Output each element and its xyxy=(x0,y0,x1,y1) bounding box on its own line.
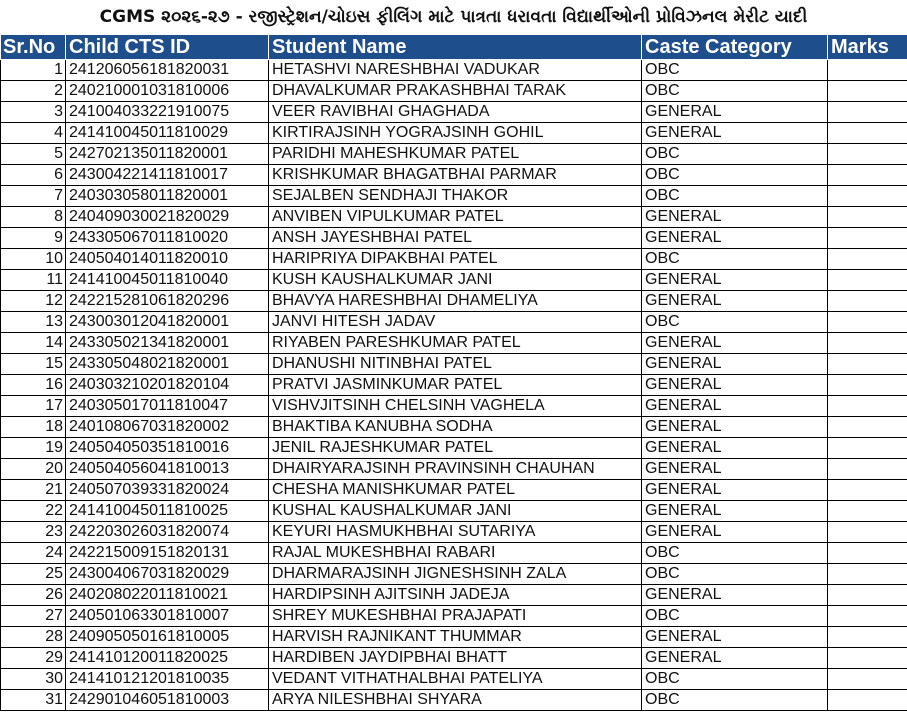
cell-caste-category: GENERAL xyxy=(642,207,828,228)
cell-caste-category: GENERAL xyxy=(642,585,828,606)
cell-sr-no: 14 xyxy=(1,333,66,354)
cell-child-cts-id: 241410045011810029 xyxy=(66,123,269,144)
cell-child-cts-id: 240305017011810047 xyxy=(66,396,269,417)
cell-marks xyxy=(828,606,907,627)
cell-child-cts-id: 240501063301810007 xyxy=(66,606,269,627)
cell-marks xyxy=(828,228,907,249)
cell-marks xyxy=(828,249,907,270)
cell-sr-no: 23 xyxy=(1,522,66,543)
cell-marks xyxy=(828,81,907,102)
cell-sr-no: 4 xyxy=(1,123,66,144)
cell-sr-no: 3 xyxy=(1,102,66,123)
cell-marks xyxy=(828,501,907,522)
table-row xyxy=(1,207,907,228)
cell-child-cts-id: 240504050351810016 xyxy=(66,438,269,459)
cell-caste-category: OBC xyxy=(642,312,828,333)
cell-caste-category: OBC xyxy=(642,669,828,690)
column-header-student-name: Student Name xyxy=(269,35,642,60)
cell-child-cts-id: 242203026031820074 xyxy=(66,522,269,543)
cell-child-cts-id: 243305067011810020 xyxy=(66,228,269,249)
cell-child-cts-id: 241410045011810040 xyxy=(66,270,269,291)
cell-marks xyxy=(828,480,907,501)
cell-sr-no: 13 xyxy=(1,312,66,333)
cell-student-name: DHANUSHI NITINBHAI PATEL xyxy=(269,354,642,375)
cell-student-name: DHAIRYARAJSINH PRAVINSINH CHAUHAN xyxy=(269,459,642,480)
cell-sr-no: 9 xyxy=(1,228,66,249)
table-row xyxy=(1,186,907,207)
cell-marks xyxy=(828,375,907,396)
cell-caste-category: GENERAL xyxy=(642,501,828,522)
cell-child-cts-id: 241206056181820031 xyxy=(66,60,269,81)
cell-marks xyxy=(828,522,907,543)
cell-student-name: RIYABEN PARESHKUMAR PATEL xyxy=(269,333,642,354)
cell-student-name: HARVISH RAJNIKANT THUMMAR xyxy=(269,627,642,648)
cell-marks xyxy=(828,627,907,648)
cell-child-cts-id: 240303058011820001 xyxy=(66,186,269,207)
cell-child-cts-id: 243305048021820001 xyxy=(66,354,269,375)
cell-student-name: CHESHA MANISHKUMAR PATEL xyxy=(269,480,642,501)
cell-sr-no: 15 xyxy=(1,354,66,375)
cell-marks xyxy=(828,207,907,228)
cell-marks xyxy=(828,585,907,606)
cell-child-cts-id: 240303210201820104 xyxy=(66,375,269,396)
cell-marks xyxy=(828,312,907,333)
cell-student-name: VEDANT VITHATHALBHAI PATELIYA xyxy=(269,669,642,690)
cell-sr-no: 22 xyxy=(1,501,66,522)
column-header-marks: Marks xyxy=(828,35,907,60)
cell-child-cts-id: 240905050161810005 xyxy=(66,627,269,648)
cell-caste-category: GENERAL xyxy=(642,270,828,291)
cell-caste-category: GENERAL xyxy=(642,438,828,459)
cell-marks xyxy=(828,564,907,585)
cell-sr-no: 25 xyxy=(1,564,66,585)
cell-marks xyxy=(828,144,907,165)
table-row xyxy=(1,165,907,186)
cell-caste-category: GENERAL xyxy=(642,396,828,417)
cell-child-cts-id: 243003012041820001 xyxy=(66,312,269,333)
cell-child-cts-id: 241410120011820025 xyxy=(66,648,269,669)
cell-child-cts-id: 241410121201810035 xyxy=(66,669,269,690)
cell-child-cts-id: 243004067031820029 xyxy=(66,564,269,585)
cell-student-name: KRISHKUMAR BHAGATBHAI PARMAR xyxy=(269,165,642,186)
cell-sr-no: 28 xyxy=(1,627,66,648)
cell-child-cts-id: 242702135011820001 xyxy=(66,144,269,165)
cell-sr-no: 18 xyxy=(1,417,66,438)
cell-student-name: SEJALBEN SENDHAJI THAKOR xyxy=(269,186,642,207)
cell-marks xyxy=(828,165,907,186)
table-row xyxy=(1,564,907,585)
table-row xyxy=(1,333,907,354)
table-row xyxy=(1,501,907,522)
cell-child-cts-id: 241004033221910075 xyxy=(66,102,269,123)
cell-student-name: DHARMARAJSINH JIGNESHSINH ZALA xyxy=(269,564,642,585)
cell-caste-category: GENERAL xyxy=(642,291,828,312)
cell-marks xyxy=(828,417,907,438)
cell-marks xyxy=(828,690,907,711)
cell-student-name: DHAVALKUMAR PRAKASHBHAI TARAK xyxy=(269,81,642,102)
table-row xyxy=(1,144,907,165)
cell-student-name: VISHVJITSINH CHELSINH VAGHELA xyxy=(269,396,642,417)
cell-sr-no: 31 xyxy=(1,690,66,711)
table-row xyxy=(1,606,907,627)
cell-child-cts-id: 243004221411810017 xyxy=(66,165,269,186)
cell-child-cts-id: 240108067031820002 xyxy=(66,417,269,438)
cell-sr-no: 21 xyxy=(1,480,66,501)
table-row xyxy=(1,60,907,81)
table-row xyxy=(1,375,907,396)
cell-student-name: PRATVI JASMINKUMAR PATEL xyxy=(269,375,642,396)
table-row xyxy=(1,228,907,249)
table-row xyxy=(1,438,907,459)
cell-marks xyxy=(828,333,907,354)
table-row xyxy=(1,396,907,417)
cell-caste-category: GENERAL xyxy=(642,333,828,354)
cell-student-name: BHAKTIBA KANUBHA SODHA xyxy=(269,417,642,438)
cell-child-cts-id: 240504014011820010 xyxy=(66,249,269,270)
cell-sr-no: 7 xyxy=(1,186,66,207)
cell-child-cts-id: 242215281061820296 xyxy=(66,291,269,312)
cell-sr-no: 12 xyxy=(1,291,66,312)
cell-caste-category: GENERAL xyxy=(642,102,828,123)
table-row xyxy=(1,480,907,501)
cell-sr-no: 16 xyxy=(1,375,66,396)
cell-sr-no: 20 xyxy=(1,459,66,480)
table-row xyxy=(1,291,907,312)
cell-sr-no: 1 xyxy=(1,60,66,81)
cell-marks xyxy=(828,438,907,459)
column-header-caste-category: Caste Category xyxy=(642,35,828,60)
cell-child-cts-id: 240210001031810006 xyxy=(66,81,269,102)
table-row xyxy=(1,123,907,144)
cell-sr-no: 2 xyxy=(1,81,66,102)
cell-caste-category: GENERAL xyxy=(642,417,828,438)
cell-caste-category: GENERAL xyxy=(642,354,828,375)
cell-sr-no: 27 xyxy=(1,606,66,627)
cell-caste-category: OBC xyxy=(642,186,828,207)
cell-caste-category: OBC xyxy=(642,606,828,627)
cell-marks xyxy=(828,543,907,564)
table-row xyxy=(1,81,907,102)
table-row xyxy=(1,522,907,543)
cell-marks xyxy=(828,60,907,81)
cell-caste-category: OBC xyxy=(642,144,828,165)
cell-student-name: VEER RAVIBHAI GHAGHADA xyxy=(269,102,642,123)
cell-student-name: HARDIBEN JAYDIPBHAI BHATT xyxy=(269,648,642,669)
cell-student-name: KEYURI HASMUKHBHAI SUTARIYA xyxy=(269,522,642,543)
cell-sr-no: 5 xyxy=(1,144,66,165)
cell-sr-no: 24 xyxy=(1,543,66,564)
cell-sr-no: 8 xyxy=(1,207,66,228)
cell-sr-no: 30 xyxy=(1,669,66,690)
cell-child-cts-id: 240504056041810013 xyxy=(66,459,269,480)
cell-student-name: HARIPRIYA DIPAKBHAI PATEL xyxy=(269,249,642,270)
cell-sr-no: 17 xyxy=(1,396,66,417)
cell-sr-no: 6 xyxy=(1,165,66,186)
cell-marks xyxy=(828,459,907,480)
cell-student-name: KUSH KAUSHALKUMAR JANI xyxy=(269,270,642,291)
cell-caste-category: OBC xyxy=(642,543,828,564)
cell-caste-category: GENERAL xyxy=(642,627,828,648)
cell-caste-category: GENERAL xyxy=(642,480,828,501)
table-row xyxy=(1,648,907,669)
cell-child-cts-id: 240409030021820029 xyxy=(66,207,269,228)
table-row xyxy=(1,312,907,333)
cell-marks xyxy=(828,102,907,123)
merit-list-table xyxy=(0,34,907,711)
cell-child-cts-id: 241410045011810025 xyxy=(66,501,269,522)
cell-student-name: JENIL RAJESHKUMAR PATEL xyxy=(269,438,642,459)
cell-student-name: BHAVYA HARESHBHAI DHAMELIYA xyxy=(269,291,642,312)
cell-sr-no: 11 xyxy=(1,270,66,291)
cell-marks xyxy=(828,396,907,417)
cell-caste-category: GENERAL xyxy=(642,648,828,669)
cell-student-name: HARDIPSINH AJITSINH JADEJA xyxy=(269,585,642,606)
table-row xyxy=(1,543,907,564)
cell-marks xyxy=(828,270,907,291)
cell-student-name: PARIDHI MAHESHKUMAR PATEL xyxy=(269,144,642,165)
cell-marks xyxy=(828,669,907,690)
cell-student-name: HETASHVI NARESHBHAI VADUKAR xyxy=(269,60,642,81)
cell-sr-no: 29 xyxy=(1,648,66,669)
table-row xyxy=(1,354,907,375)
cell-sr-no: 19 xyxy=(1,438,66,459)
cell-student-name: RAJAL MUKESHBHAI RABARI xyxy=(269,543,642,564)
cell-child-cts-id: 243305021341820001 xyxy=(66,333,269,354)
cell-child-cts-id: 242215009151820131 xyxy=(66,543,269,564)
table-row xyxy=(1,669,907,690)
table-row xyxy=(1,585,907,606)
cell-sr-no: 26 xyxy=(1,585,66,606)
cell-marks xyxy=(828,648,907,669)
cell-caste-category: OBC xyxy=(642,690,828,711)
header-row xyxy=(1,35,907,60)
cell-caste-category: GENERAL xyxy=(642,228,828,249)
table-row xyxy=(1,459,907,480)
table-body xyxy=(1,60,907,711)
cell-student-name: KIRTIRAJSINH YOGRAJSINH GOHIL xyxy=(269,123,642,144)
cell-student-name: ANVIBEN VIPULKUMAR PATEL xyxy=(269,207,642,228)
cell-caste-category: GENERAL xyxy=(642,123,828,144)
cell-caste-category: GENERAL xyxy=(642,522,828,543)
column-header-child-cts-id: Child CTS ID xyxy=(66,35,269,60)
cell-caste-category: OBC xyxy=(642,249,828,270)
table-row xyxy=(1,690,907,711)
table-row xyxy=(1,102,907,123)
table-row xyxy=(1,249,907,270)
cell-marks xyxy=(828,291,907,312)
cell-caste-category: OBC xyxy=(642,564,828,585)
cell-sr-no: 10 xyxy=(1,249,66,270)
cell-student-name: KUSHAL KAUSHALKUMAR JANI xyxy=(269,501,642,522)
cell-child-cts-id: 242901046051810003 xyxy=(66,690,269,711)
cell-marks xyxy=(828,354,907,375)
document-title: CGMS ૨૦૨૬-૨૭ - રજીસ્ટ્રેશન/ચોઇસ ફીલિંગ માટે પાત્રતા ધરાવતા વિદ્યાર્થીઓની પ્રોવિઝનલ મેરીટ યાદી xyxy=(99,7,808,27)
cell-caste-category: OBC xyxy=(642,165,828,186)
cell-student-name: ANSH JAYESHBHAI PATEL xyxy=(269,228,642,249)
cell-caste-category: GENERAL xyxy=(642,375,828,396)
cell-caste-category: OBC xyxy=(642,81,828,102)
cell-caste-category: OBC xyxy=(642,60,828,81)
cell-child-cts-id: 240208022011810021 xyxy=(66,585,269,606)
table-row xyxy=(1,627,907,648)
table-row xyxy=(1,417,907,438)
cell-student-name: SHREY MUKESHBHAI PRAJAPATI xyxy=(269,606,642,627)
cell-marks xyxy=(828,123,907,144)
cell-caste-category: GENERAL xyxy=(642,459,828,480)
cell-marks xyxy=(828,186,907,207)
column-header-sr-no: Sr.No xyxy=(1,35,66,60)
cell-student-name: ARYA NILESHBHAI SHYARA xyxy=(269,690,642,711)
cell-child-cts-id: 240507039331820024 xyxy=(66,480,269,501)
cell-student-name: JANVI HITESH JADAV xyxy=(269,312,642,333)
table-row xyxy=(1,270,907,291)
